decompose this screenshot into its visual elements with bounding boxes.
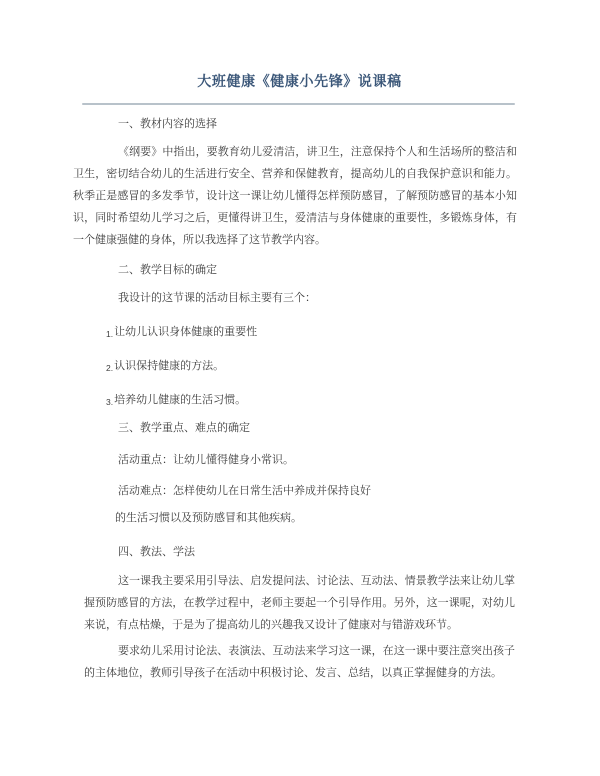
paragraph: 这一课我主要采用引导法、启发提问法、讨论法、互动法、情景教学法来让幼儿掌握预防感冒的方法，在教学过程中，老师主要起一个引导作用。另外，这一课呢，对幼儿来说，有点枯燥，于是为了提高幼儿的兴趣我又设计了健康对与错游戏环节。 (84, 575, 515, 631)
section-heading-4: 四、教法、学法 (118, 546, 195, 558)
paragraph: 的生活习惯以及预防感冒和其他疾病。 (115, 512, 302, 524)
section-heading-1: 一、教材内容的选择 (118, 118, 217, 130)
section-heading-2: 二、教学目标的确定 (118, 264, 217, 276)
list-item-text: 让幼儿认识身体健康的重要性 (114, 326, 258, 338)
paragraph: 活动难点：怎样使幼儿在日常生活中养成并保持良好 (118, 485, 371, 497)
list-item (106, 389, 515, 411)
list-item-number: 2. (106, 363, 114, 373)
paragraph: 要求幼儿采用讨论法、表演法、互动法来学习这一课，在这一课中要注意突出孩子的主体地位，教师引导孩子在活动中积极讨论、发言、总结，以真正掌握健身的方法。 (84, 645, 515, 679)
paragraph: 活动重点：让幼儿懂得健身小常识。 (118, 454, 294, 466)
list-item-text: 培养幼儿健康的生活习惯。 (114, 394, 247, 406)
page-title: 大班健康《健康小先锋》说课稿 (197, 73, 402, 89)
list-item-number: 3. (106, 397, 114, 407)
section-heading-3: 三、教学重点、难点的确定 (118, 422, 250, 434)
title-divider (82, 103, 515, 105)
paragraph: 我设计的这节课的活动目标主要有三个： (118, 292, 316, 304)
list-item (106, 355, 515, 377)
list-item-text: 认识保持健康的方法。 (114, 360, 225, 372)
list-item (106, 321, 515, 343)
list-item-number: 1. (106, 329, 114, 339)
paragraph: 《纲要》中指出，要教育幼儿爱清洁，讲卫生，注意保持个人和生活场所的整洁和卫生，密切结合幼儿的生活进行安全、营养和保健教育，提高幼儿的自我保护意识和能力。秋季正是感冒的多发季节，设计这一课让幼儿懂得怎样预防感冒，了解预防感冒的基本小知识，同时希望幼儿学习之后，更懂得讲卫生，爱清洁与身体健康的重要性，多锻炼身体，有一个健康强健的身体，所以我选择了这节教学内容。 (73, 146, 517, 246)
